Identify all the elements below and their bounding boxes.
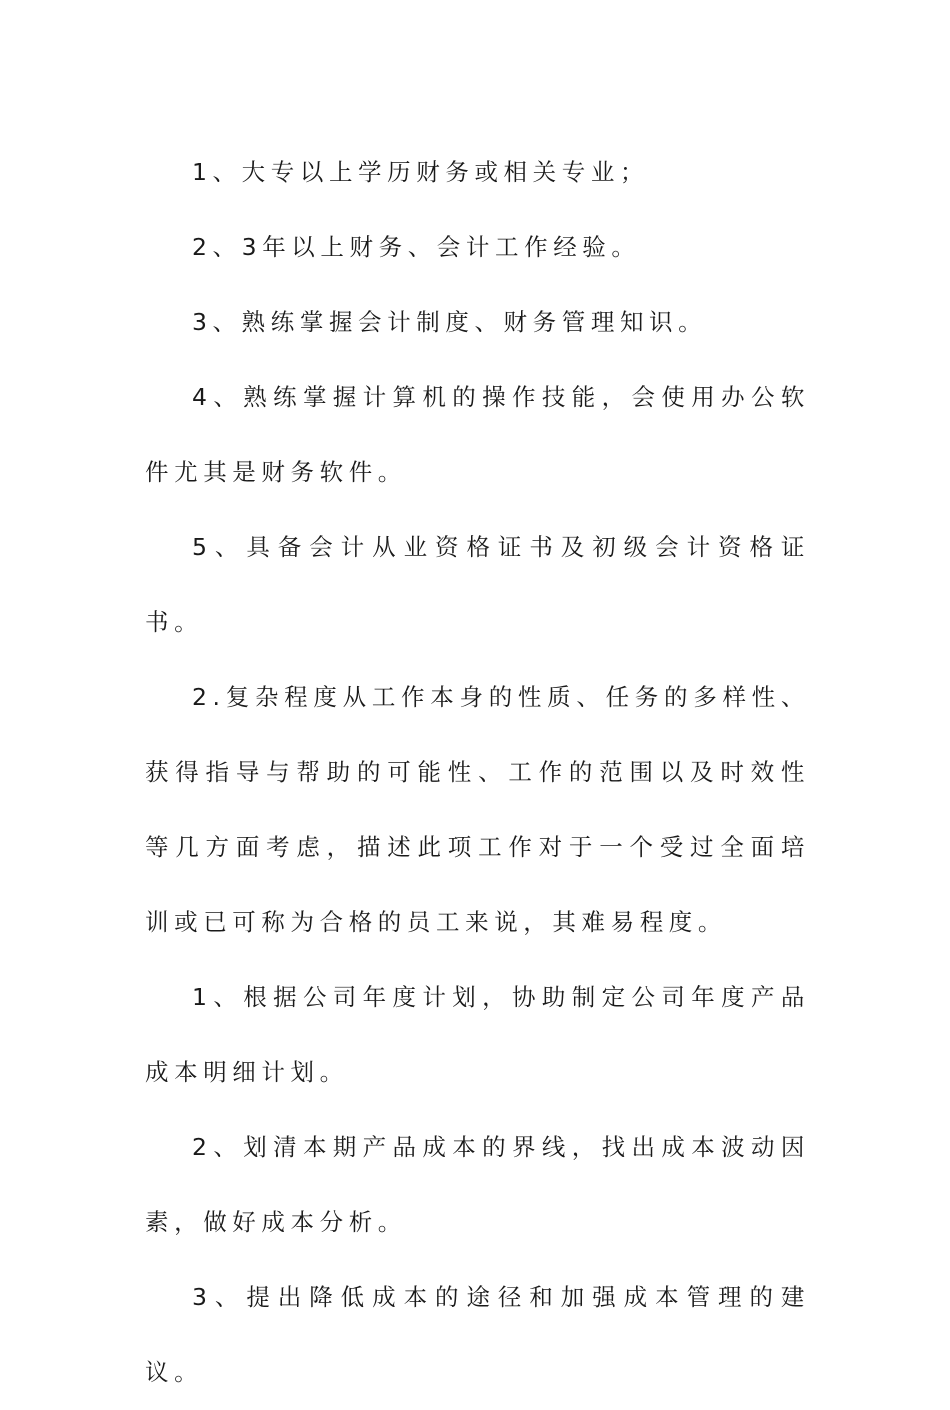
paragraph-requirement-1: 1、大专以上学历财务或相关专业； [192,158,650,186]
paragraph-duty-1: 1、根据公司年度计划，协助制定公司年度产品成本明细计划。 [145,983,810,1086]
paragraph-requirement-3: 3、熟练掌握会计制度、财务管理知识。 [192,308,708,336]
paragraph-duty-3: 3、提出降低成本的途径和加强成本管理的建议。 [145,1283,810,1386]
paragraph-requirement-4: 4、熟练掌握计算机的操作技能，会使用办公软件尤其是财务软件。 [145,383,810,486]
paragraph-complexity: 2.复杂程度从工作本身的性质、任务的多样性、获得指导与帮助的可能性、工作的范围以及时效性等几方面考虑，描述此项工作对于一个受过全面培训或已可称为合格的员工来说，其难易程度。 [145,683,810,936]
paragraph-requirement-2: 2、3年以上财务、会计工作经验。 [192,233,641,261]
paragraph-duty-2: 2、划清本期产品成本的界线，找出成本波动因素，做好成本分析。 [145,1133,810,1236]
paragraph-requirement-5: 5、具备会计从业资格证书及初级会计资格证书。 [145,533,810,636]
